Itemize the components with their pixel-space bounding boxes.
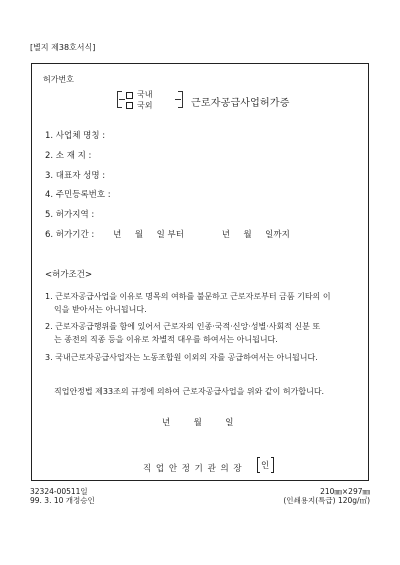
option-overseas-label: 국외 bbox=[137, 101, 153, 110]
left-bracket bbox=[117, 91, 122, 108]
issuer: 직 업 안 정 기 관 의 장 bbox=[143, 464, 243, 474]
field-address: 2. 소 재 지 : bbox=[45, 151, 92, 161]
condition-2-line2: 는 종전의 직종 등을 이유로 차별적 대우를 하여서는 아니됩니다. bbox=[54, 335, 278, 344]
footer-approval-date: 99. 3. 10 개정승인 bbox=[30, 496, 95, 505]
closing-statement: 직업안정법 제33조의 규정에 의하여 근로자공급사업을 위와 같이 허가합니다. bbox=[54, 387, 325, 396]
permit-number-label: 허가번호 bbox=[43, 75, 74, 84]
date-month: 월 bbox=[193, 418, 202, 428]
condition-1 bbox=[45, 290, 355, 316]
field-permit-region: 5. 허가지역 : bbox=[45, 210, 95, 220]
condition-1-line1: 1. 근로자공급사업을 이유로 명목의 여하를 불문하고 근로자로부터 금품 기타의 이 bbox=[45, 292, 331, 301]
seal-text: 인 bbox=[261, 461, 270, 471]
document-title: 근로자공급사업허가증 bbox=[191, 98, 290, 109]
footer-paper-spec: (인쇄용지(특급) 120g/㎡) bbox=[283, 496, 370, 505]
date-year: 년 bbox=[162, 418, 171, 428]
conditions-heading: <허가조건> bbox=[45, 270, 93, 280]
field-resident-number: 4. 주민등록번호 : bbox=[45, 190, 111, 200]
condition-1-line2: 익을 받아서는 아니됩니다. bbox=[54, 305, 147, 314]
date-day: 일 bbox=[225, 418, 234, 428]
option-domestic-label: 국내 bbox=[137, 90, 153, 99]
title-block bbox=[117, 90, 317, 112]
checkbox-overseas[interactable] bbox=[126, 102, 133, 109]
field-permit-period: 6. 허가기간 : 년 월 일 부터 년 월 일까지 bbox=[45, 230, 290, 240]
issue-date bbox=[162, 416, 233, 428]
footer-form-number: 32324-00511일 bbox=[30, 487, 88, 496]
condition-3 bbox=[45, 351, 355, 364]
field-company-name: 1. 사업체 명칭 : bbox=[45, 131, 106, 141]
condition-2-line1: 2. 근로자공급행위를 함에 있어서 근로자의 인종·국적·신앙·성별·사회적 신분 또 bbox=[45, 322, 321, 331]
condition-2 bbox=[45, 320, 355, 346]
form-code: [별지 제38호서식] bbox=[30, 43, 96, 52]
field-representative: 3. 대표자 성명 : bbox=[45, 171, 106, 181]
condition-3-line1: 3. 국내근로자공급사업자는 노동조합원 이외의 자를 공급하여서는 아니됩니다. bbox=[45, 353, 318, 362]
seal-mark bbox=[257, 457, 273, 473]
right-bracket bbox=[178, 91, 183, 108]
footer-paper-size: 210㎜×297㎜ bbox=[320, 487, 370, 496]
checkbox-domestic[interactable] bbox=[126, 92, 133, 99]
